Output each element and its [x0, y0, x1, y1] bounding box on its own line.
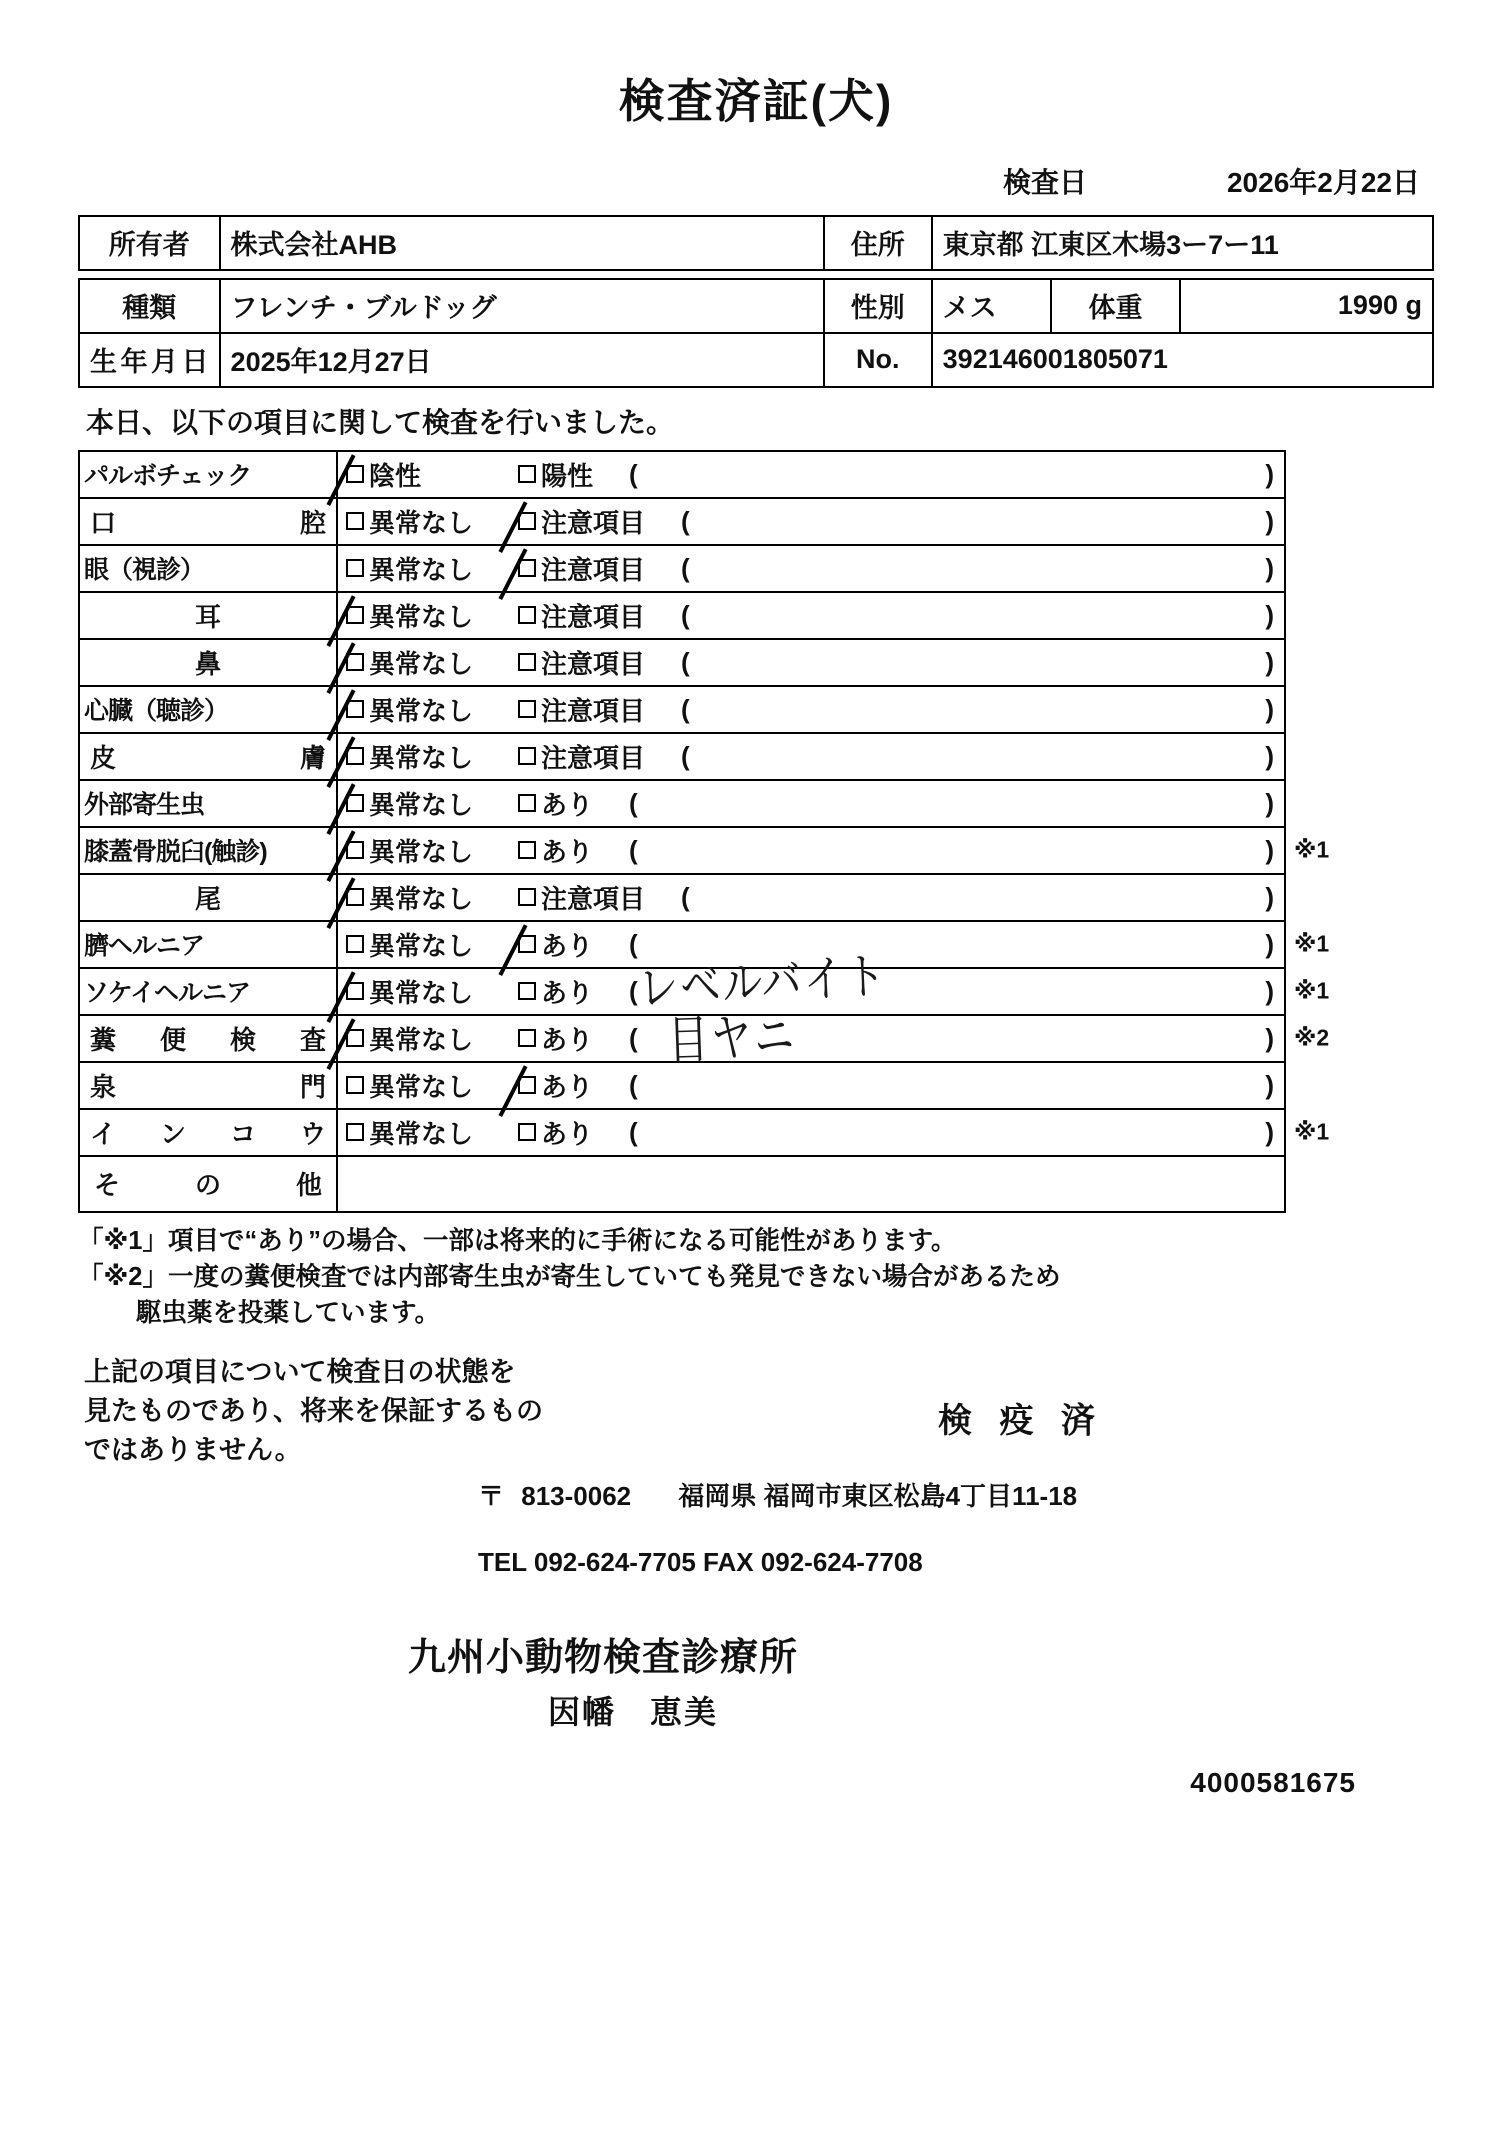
remark-paren-open: ( [681, 693, 690, 724]
checkbox-option-2-label: 注意項目 [541, 742, 646, 773]
remark-paren-close: ) [1265, 599, 1274, 630]
checkbox-option-2-label: あり [541, 1024, 594, 1055]
handwriting-eye-remark: 目ヤニ [667, 1006, 799, 1071]
checkbox-option-1[interactable] [346, 973, 518, 1010]
checkbox-option-2-label: あり [541, 836, 594, 867]
clinic-name: 九州小動物検査診療所 [408, 1637, 799, 1680]
checkbox-icon[interactable] [346, 606, 364, 624]
table-row [79, 921, 1299, 968]
remark-paren-open: ( [629, 975, 638, 1006]
remark-paren-open: ( [629, 1069, 638, 1100]
checkbox-option-2[interactable] [518, 879, 645, 916]
disclaimer-text [78, 1353, 698, 1470]
other-label: そ の 他 [79, 1156, 337, 1212]
remark-paren-open: ( [681, 552, 690, 583]
checkbox-icon[interactable] [518, 888, 536, 906]
checkbox-option-2[interactable] [518, 1020, 593, 1057]
remark-paren-close: ) [1265, 928, 1274, 959]
checkbox-icon[interactable] [346, 747, 364, 765]
address-label: 住所 [824, 216, 932, 270]
checkbox-option-1[interactable] [346, 1067, 518, 1104]
table-spacer [79, 270, 1433, 279]
checkbox-icon[interactable] [346, 653, 364, 671]
checkbox-icon[interactable] [346, 841, 364, 859]
exam-item-label: 糞 便 検 査 [79, 1015, 337, 1062]
reference-number: 4000581675 [1190, 1767, 1356, 1799]
sex-label: 性別 [824, 279, 932, 333]
checkbox-icon[interactable] [346, 512, 364, 530]
table-row [79, 780, 1299, 827]
remark-paren-open: ( [629, 1022, 638, 1053]
remark-paren-close: ) [1265, 740, 1274, 771]
checkbox-option-1[interactable] [346, 832, 518, 869]
birth-value: 2025年12月27日 [220, 333, 824, 387]
breed-value: フレンチ・ブルドッグ [220, 279, 824, 333]
sex-value: メス [932, 279, 1051, 333]
remark-paren-open: ( [681, 646, 690, 677]
checkbox-option-2-label: あり [541, 977, 594, 1008]
checkbox-option-1-label: 異常なし [369, 977, 474, 1008]
checkbox-icon[interactable] [518, 653, 536, 671]
exam-note-cell [1285, 780, 1299, 827]
exam-options-cell [337, 686, 1285, 733]
checkbox-option-2[interactable] [518, 1067, 593, 1104]
checkbox-option-2-label: 注意項目 [541, 648, 646, 679]
checkbox-option-2-label: 注意項目 [541, 507, 646, 538]
disclaimer-line-1: 上記の項目について検査日の状態を [84, 1356, 516, 1387]
checkbox-option-1[interactable] [346, 1020, 518, 1057]
checkbox-option-2[interactable] [518, 1114, 593, 1151]
remark-paren-open: ( [629, 834, 638, 865]
clinic-tel-fax: TEL 092-624-7705 FAX 092-624-7708 [478, 1547, 923, 1578]
table-row-other [79, 1156, 1299, 1212]
remark-paren-close: ) [1265, 787, 1274, 818]
clinic-address-line [78, 1476, 1434, 1513]
checkbox-option-1-label: 異常なし [369, 1071, 474, 1102]
exam-date-label: 検査日 [1002, 166, 1087, 198]
checkbox-option-2-label: 注意項目 [541, 601, 646, 632]
postal-symbol: 〒 [478, 1481, 505, 1512]
remark-paren-close: ) [1265, 1022, 1274, 1053]
checkbox-option-2[interactable] [518, 597, 645, 634]
exam-options-cell [337, 545, 1285, 592]
table-row [79, 686, 1299, 733]
footnote-marker: ※1 [1294, 930, 1330, 957]
remark-paren-open: ( [629, 1116, 638, 1147]
checkbox-option-1[interactable] [346, 456, 518, 493]
page-title: 検査済証(犬) [618, 75, 894, 127]
exam-options-cell [337, 874, 1285, 921]
exam-options-cell [337, 1015, 1285, 1062]
exam-note-cell [1285, 733, 1299, 780]
checkbox-icon[interactable] [346, 1123, 364, 1141]
checkbox-option-2-label: あり [541, 789, 594, 820]
exam-table-wrapper [78, 450, 1434, 1213]
checkbox-option-1[interactable] [346, 738, 518, 775]
exam-item-label: 皮 膚 [79, 733, 337, 780]
table-row [79, 498, 1299, 545]
exam-checklist-table [78, 450, 1330, 1213]
exam-options-cell [337, 592, 1285, 639]
exam-note-cell [1285, 686, 1299, 733]
footnote-marker: ※1 [1294, 1118, 1330, 1145]
remark-paren-open: ( [681, 505, 690, 536]
owner-value: 株式会社AHB [220, 216, 824, 270]
footnote-3: 駆虫薬を投薬しています。 [136, 1299, 440, 1328]
checkbox-option-1[interactable] [346, 550, 518, 587]
checkbox-option-2[interactable] [518, 550, 645, 587]
intro-text: 本日、以下の項目に関して検査を行いました。 [86, 406, 675, 438]
no-label: No. [824, 333, 932, 387]
checkbox-option-1-label: 異常なし [369, 507, 474, 538]
remark-paren-open: ( [629, 928, 638, 959]
table-row [79, 874, 1299, 921]
exam-date-bar [78, 161, 1434, 201]
checkbox-option-1-label: 異常なし [369, 1118, 474, 1149]
table-row [79, 733, 1299, 780]
checkbox-icon[interactable] [518, 1029, 536, 1047]
exam-note-cell [1285, 1109, 1330, 1156]
checkbox-option-2[interactable] [518, 832, 593, 869]
remark-paren-close: ) [1265, 505, 1274, 536]
no-value: 392146001805071 [932, 333, 1433, 387]
other-value[interactable] [337, 1156, 1285, 1212]
table-row [79, 827, 1299, 874]
checkbox-option-1-label: 陰性 [369, 460, 422, 491]
checkbox-option-1[interactable] [346, 691, 518, 728]
checkbox-option-1-label: 異常なし [369, 883, 474, 914]
exam-note-cell [1285, 874, 1299, 921]
checkbox-option-1-label: 異常なし [369, 742, 474, 773]
remark-paren-close: ) [1265, 881, 1274, 912]
exam-item-label: 眼（視診） [79, 545, 337, 592]
exam-options-cell [337, 1109, 1285, 1156]
checkbox-icon[interactable] [346, 700, 364, 718]
remark-paren-close: ) [1265, 1116, 1274, 1147]
exam-options-cell [337, 639, 1285, 686]
checkbox-icon[interactable] [518, 747, 536, 765]
checkbox-icon[interactable] [346, 888, 364, 906]
footnote-2: 「※2」一度の糞便検査では内部寄生虫が寄生していても発見できない場合があるため [78, 1263, 1061, 1292]
checkbox-option-2-label: あり [541, 1071, 594, 1102]
checkbox-option-1[interactable] [346, 926, 518, 963]
exam-note-cell [1285, 451, 1299, 498]
exam-options-cell [337, 1062, 1285, 1109]
weight-unit: g [1405, 290, 1422, 321]
disclaimer-row [78, 1353, 1434, 1470]
checkbox-option-2-label: 注意項目 [541, 554, 646, 585]
weight-label: 体重 [1051, 279, 1180, 333]
exam-options-cell [337, 733, 1285, 780]
checkbox-icon[interactable] [346, 465, 364, 483]
exam-item-label: パルボチェック [79, 451, 337, 498]
exam-note-cell [1285, 545, 1299, 592]
checkbox-icon[interactable] [518, 982, 536, 1000]
checkbox-option-1[interactable] [346, 1114, 518, 1151]
checkbox-option-1-label: 異常なし [369, 554, 474, 585]
exam-item-label: 心臓（聴診） [79, 686, 337, 733]
checkbox-icon[interactable] [518, 559, 536, 577]
table-row-breed [79, 279, 1433, 333]
checkbox-option-1-label: 異常なし [369, 1024, 474, 1055]
exam-note-cell [1285, 1015, 1330, 1062]
exam-item-label: イ ン コ ウ [79, 1109, 337, 1156]
checkbox-option-2[interactable] [518, 503, 645, 540]
checkbox-icon[interactable] [518, 841, 536, 859]
exam-item-label: ソケイヘルニア [79, 968, 337, 1015]
pet-info-table [78, 215, 1434, 388]
exam-item-label: 耳 [79, 592, 337, 639]
table-row-birth [79, 333, 1433, 387]
exam-options-cell [337, 827, 1285, 874]
checkbox-option-2[interactable] [518, 926, 593, 963]
checkbox-option-1-label: 異常なし [369, 648, 474, 679]
checkbox-option-2[interactable] [518, 785, 593, 822]
exam-item-label: 泉 門 [79, 1062, 337, 1109]
exam-note-cell [1285, 827, 1330, 874]
checkbox-option-1-label: 異常なし [369, 601, 474, 632]
checkbox-icon[interactable] [346, 559, 364, 577]
other-note-cell [1285, 1156, 1299, 1212]
footnote-1: 「※1」項目で“あり”の場合、一部は将来的に手術になる可能性があります。 [78, 1226, 957, 1255]
checkbox-option-1[interactable] [346, 785, 518, 822]
checkbox-option-1-label: 異常なし [369, 789, 474, 820]
checkbox-icon[interactable] [346, 1076, 364, 1094]
checkbox-option-2[interactable] [518, 456, 593, 493]
remark-paren-open: ( [681, 740, 690, 771]
exam-item-label: 口 腔 [79, 498, 337, 545]
exam-item-label: 尾 [79, 874, 337, 921]
checkbox-option-2-label: 注意項目 [541, 695, 646, 726]
exam-note-cell [1285, 921, 1330, 968]
table-row [79, 592, 1299, 639]
checkbox-icon[interactable] [518, 935, 536, 953]
footnote-marker: ※2 [1294, 1024, 1330, 1051]
checkbox-option-2[interactable] [518, 691, 645, 728]
footnote-marker: ※1 [1294, 977, 1330, 1004]
exam-note-cell [1285, 968, 1330, 1015]
table-row [79, 1015, 1299, 1062]
table-row-owner [79, 216, 1433, 270]
disclaimer-line-3: ではありません。 [84, 1435, 302, 1466]
address-value: 東京都 江東区木場3ー7ー11 [932, 216, 1433, 270]
checkbox-option-1[interactable] [346, 879, 518, 916]
checkbox-icon[interactable] [518, 512, 536, 530]
clinic-address: 福岡県 福岡市東区松島4丁目11-18 [678, 1481, 1078, 1512]
remark-paren-close: ) [1265, 1069, 1274, 1100]
remark-paren-open: ( [681, 881, 690, 912]
table-row [79, 639, 1299, 686]
checkbox-option-1[interactable] [346, 597, 518, 634]
remark-paren-close: ) [1265, 693, 1274, 724]
checkbox-option-1[interactable] [346, 644, 518, 681]
checkbox-option-1-label: 異常なし [369, 836, 474, 867]
exam-item-label: 外部寄生虫 [79, 780, 337, 827]
remark-paren-open: ( [629, 458, 638, 489]
table-row [79, 968, 1299, 1015]
exam-item-label: 膝蓋骨脱臼(触診) [79, 827, 337, 874]
checkbox-option-1-label: 異常なし [369, 930, 474, 961]
exam-item-label: 臍ヘルニア [79, 921, 337, 968]
checkbox-icon[interactable] [346, 982, 364, 1000]
remark-paren-open: ( [629, 787, 638, 818]
footnote-marker: ※1 [1294, 836, 1330, 863]
exam-options-cell [337, 780, 1285, 827]
checkbox-option-2-label: あり [541, 930, 594, 961]
checkbox-icon[interactable] [518, 1123, 536, 1141]
weight-value: 1990 [1337, 290, 1398, 321]
checkbox-icon[interactable] [518, 1076, 536, 1094]
checkbox-option-2[interactable] [518, 644, 645, 681]
exam-options-cell [337, 921, 1285, 968]
exam-options-cell [337, 498, 1285, 545]
remark-paren-close: ) [1265, 975, 1274, 1006]
checkbox-icon[interactable] [518, 465, 536, 483]
remark-paren-open: ( [681, 599, 690, 630]
table-row [79, 545, 1299, 592]
checkbox-option-1-label: 異常なし [369, 695, 474, 726]
remark-paren-close: ) [1265, 458, 1274, 489]
exam-options-cell [337, 451, 1285, 498]
table-row [79, 1109, 1299, 1156]
disclaimer-line-2: 見たものであり、将来を保証するもの [84, 1396, 543, 1426]
checkbox-icon[interactable] [518, 606, 536, 624]
checkbox-option-1[interactable] [346, 503, 518, 540]
exam-note-cell [1285, 592, 1299, 639]
checkbox-option-2[interactable] [518, 973, 593, 1010]
checkbox-option-2-label: 陽性 [541, 460, 594, 491]
quarantine-stamp: 検 疫 済 [938, 1401, 1104, 1440]
breed-label: 種類 [79, 279, 220, 333]
clinic-person-name: 因幡 恵美 [548, 1694, 719, 1731]
remark-paren-close: ) [1265, 834, 1274, 865]
birth-label: 生年月日 [79, 333, 220, 387]
footnotes [78, 1224, 1434, 1331]
postal-code: 813-0062 [521, 1481, 632, 1512]
checkbox-option-2-label: あり [541, 1118, 594, 1149]
checkbox-option-2-label: 注意項目 [541, 883, 646, 914]
owner-label: 所有者 [79, 216, 220, 270]
checkbox-icon[interactable] [346, 935, 364, 953]
exam-date-value: 2026年2月22日 [1226, 166, 1420, 198]
weight-value-cell [1180, 279, 1433, 333]
exam-item-label: 鼻 [79, 639, 337, 686]
remark-paren-close: ) [1265, 646, 1274, 677]
table-row [79, 451, 1299, 498]
checkbox-option-2[interactable] [518, 738, 645, 775]
handwriting-mouth-remark: レベルバイト [636, 947, 889, 1018]
exam-note-cell [1285, 498, 1299, 545]
exam-note-cell [1285, 639, 1299, 686]
table-row [79, 1062, 1299, 1109]
exam-note-cell [1285, 1062, 1299, 1109]
exam-options-cell [337, 968, 1285, 1015]
remark-paren-close: ) [1265, 552, 1274, 583]
checkbox-icon[interactable] [518, 794, 536, 812]
checkbox-icon[interactable] [518, 700, 536, 718]
checkbox-icon[interactable] [346, 1029, 364, 1047]
checkbox-icon[interactable] [346, 794, 364, 812]
